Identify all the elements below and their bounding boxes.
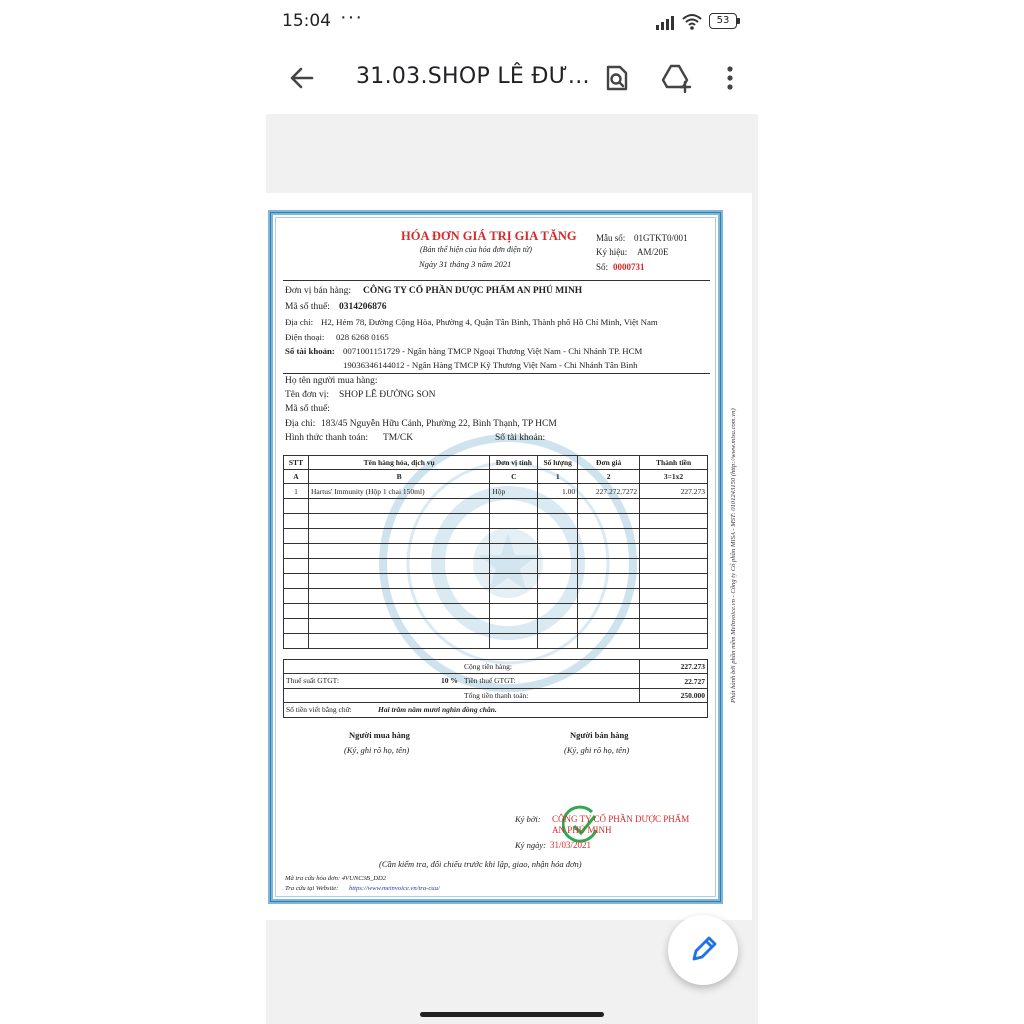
empty-row [284, 634, 708, 649]
words-row [284, 703, 708, 718]
table-row [284, 484, 708, 499]
item-qty: 1.00 [538, 484, 578, 499]
invoice-subtitle: (Bản thể hiện của hóa đơn điện tử) [420, 245, 532, 254]
col-code: 1 [538, 470, 578, 484]
amount-in-words: Hai trăm năm mươi nghìn đồng chẵn. [378, 705, 497, 714]
col-header: Tên hàng hóa, dịch vụ [308, 456, 489, 470]
invoice-date: Ngày 31 tháng 3 năm 2021 [419, 259, 512, 269]
col-code: 3=1x2 [640, 470, 708, 484]
empty-row [284, 559, 708, 574]
signed-date: 31/03/2021 [550, 840, 592, 850]
col-header: Thành tiền [640, 456, 708, 470]
seller-phone-label: Điện thoại: [285, 332, 325, 342]
item-amount: 227.273 [640, 484, 708, 499]
signed-by-label: Ký bởi: [515, 814, 541, 824]
total-value: 250.000 [640, 689, 708, 703]
status-time: 15:04 [282, 11, 331, 31]
item-name: Hartus' Immunity (Hộp 1 chai 150ml) [308, 484, 489, 499]
more-vert-icon [710, 58, 750, 98]
empty-row [284, 604, 708, 619]
wifi-icon [681, 12, 703, 32]
side-note: Phát hành bởi phần mềm MeInvoice.vn - Công ty Cổ phần MISA - MST: 0101243150 (http://www.misa.com.vn) [730, 408, 737, 703]
form-no: 01GTKT0/001 [634, 233, 688, 243]
col-code: 2 [578, 470, 640, 484]
payment-label: Hình thức thanh toán: [285, 433, 368, 443]
doc-search-icon [596, 58, 636, 98]
battery-tip [737, 18, 740, 24]
seller-name-label: Đơn vị bán hàng: [285, 286, 351, 296]
arrow-back-icon [282, 58, 322, 98]
buyer-sign-title: Người mua hàng [349, 730, 410, 740]
empty-row [284, 529, 708, 544]
divider [283, 280, 710, 281]
subtotal-row [284, 660, 708, 674]
seller-phone: 028 6268 0165 [336, 332, 389, 342]
buyer-unit: SHOP LÊ ĐƯỜNG SON [339, 390, 436, 400]
home-indicator[interactable] [420, 1012, 604, 1017]
status-icons [655, 10, 745, 34]
subtotal-value: 227.273 [640, 660, 708, 674]
vat-rate-label: Thuế suất GTGT: [286, 676, 339, 685]
check-note: (Cần kiểm tra, đối chiếu trước khi lập, giao, nhận hóa đơn) [379, 859, 582, 869]
document-title: 31.03.SHOP LÊ ĐƯ... [356, 64, 590, 89]
seller-tax-label: Mã số thuế: [285, 302, 330, 312]
item-price: 227.272,7272 [578, 484, 640, 499]
buyer-sign-hint: (Ký, ghi rõ họ, tên) [344, 745, 410, 755]
col-code: A [284, 470, 309, 484]
lookup-code: Mã tra cứu hóa đơn: 4VUNC3B_DD2 [285, 875, 387, 882]
empty-row [284, 574, 708, 589]
vat-value: 22.727 [640, 674, 708, 689]
words-label: Số tiền viết bằng chữ: [286, 705, 352, 714]
vat-row [284, 674, 708, 689]
add-to-drive-button[interactable] [656, 58, 696, 98]
empty-row [284, 589, 708, 604]
status-bar [0, 0, 1024, 44]
table-header-row [284, 456, 708, 470]
invoice-number: 0000731 [613, 262, 645, 272]
subtotal-label: Cộng tiền hàng: [284, 660, 640, 674]
seller-address: H2, Hẻm 78, Đường Cộng Hòa, Phường 4, Quận Tân Bình, Thành phố Hồ Chí Minh, Việt Nam [321, 317, 658, 327]
col-code: B [308, 470, 489, 484]
total-label: Tổng tiền thanh toán: [284, 689, 640, 703]
invoice [266, 193, 752, 920]
seller-account-label: Số tài khoản: [285, 346, 335, 356]
lookup-site-label: Tra cứu tại Website: [285, 885, 339, 892]
drive-add-icon [656, 58, 696, 98]
empty-row [284, 514, 708, 529]
buyer-address: 183/45 Nguyễn Hữu Cảnh, Phường 22, Bình Thạnh, TP HCM [321, 419, 557, 429]
signed-by-2: AN PHÚ MINH [552, 825, 612, 835]
seller-account-2: 19036346144012 - Ngân Hàng TMCP Kỹ Thương Việt Nam - Chi Nhánh Tân Bình [343, 360, 638, 370]
buyer-address-label: Địa chỉ: [285, 419, 316, 429]
total-row [284, 689, 708, 703]
col-code: C [490, 470, 538, 484]
seller-address-label: Địa chỉ: [285, 317, 314, 327]
vat-label: Tiền thuế GTGT: [464, 676, 516, 685]
battery-icon: 53 [709, 13, 737, 29]
status-more-dots: ··· [340, 6, 363, 28]
signed-date-label: Ký ngày: [515, 840, 546, 850]
buyer-person-label: Họ tên người mua hàng: [285, 376, 378, 386]
seller-name: CÔNG TY CỔ PHẦN DƯỢC PHẨM AN PHÚ MINH [363, 286, 583, 296]
items-table [283, 455, 708, 649]
serial-label: Ký hiệu: [596, 247, 628, 257]
document-viewer[interactable] [266, 114, 758, 1024]
seller-sign-hint: (Ký, ghi rõ họ, tên) [564, 745, 630, 755]
invoice-page [266, 193, 752, 920]
signed-by-1: CÔNG TY CỔ PHẦN DƯỢC PHẨM [552, 814, 690, 824]
app-bar [266, 44, 758, 114]
seller-account-1: 0071001151729 - Ngân hàng TMCP Ngoại Thương Việt Nam - Chi Nhánh TP. HCM [343, 346, 643, 356]
edit-fab[interactable] [668, 915, 738, 985]
buyer-account-label: Số tài khoản: [495, 433, 546, 443]
seller-tax: 0314206876 [339, 302, 387, 312]
form-no-label: Mẫu số: [596, 233, 626, 243]
signal-icon [655, 12, 677, 32]
buyer-tax-label: Mã số thuế: [285, 404, 330, 414]
more-options-button[interactable] [710, 58, 750, 98]
seller-sign-title: Người bán hàng [570, 730, 629, 740]
number-label: Số: [596, 262, 609, 272]
back-button[interactable] [282, 58, 322, 98]
divider [283, 373, 710, 374]
find-in-document-button[interactable] [596, 58, 636, 98]
invoice-title: HÓA ĐƠN GIÁ TRỊ GIA TĂNG [401, 229, 577, 243]
buyer-unit-label: Tên đơn vị: [285, 390, 330, 400]
item-unit: Hộp [490, 484, 538, 499]
payment-method: TM/CK [383, 433, 414, 443]
table-code-row [284, 470, 708, 484]
col-header: Đơn giá [578, 456, 640, 470]
lookup-site-link[interactable]: https://www.meinvoice.vn/tra-cuu/ [349, 885, 440, 892]
pencil-icon [668, 915, 738, 985]
totals-table [283, 659, 708, 718]
serial: AM/20E [637, 247, 669, 257]
empty-row [284, 619, 708, 634]
vat-rate: 10 % [441, 676, 458, 685]
col-header: Đơn vị tính [490, 456, 538, 470]
item-stt: 1 [284, 484, 309, 499]
empty-row [284, 499, 708, 514]
col-header: STT [284, 456, 309, 470]
empty-row [284, 544, 708, 559]
col-header: Số lượng [538, 456, 578, 470]
